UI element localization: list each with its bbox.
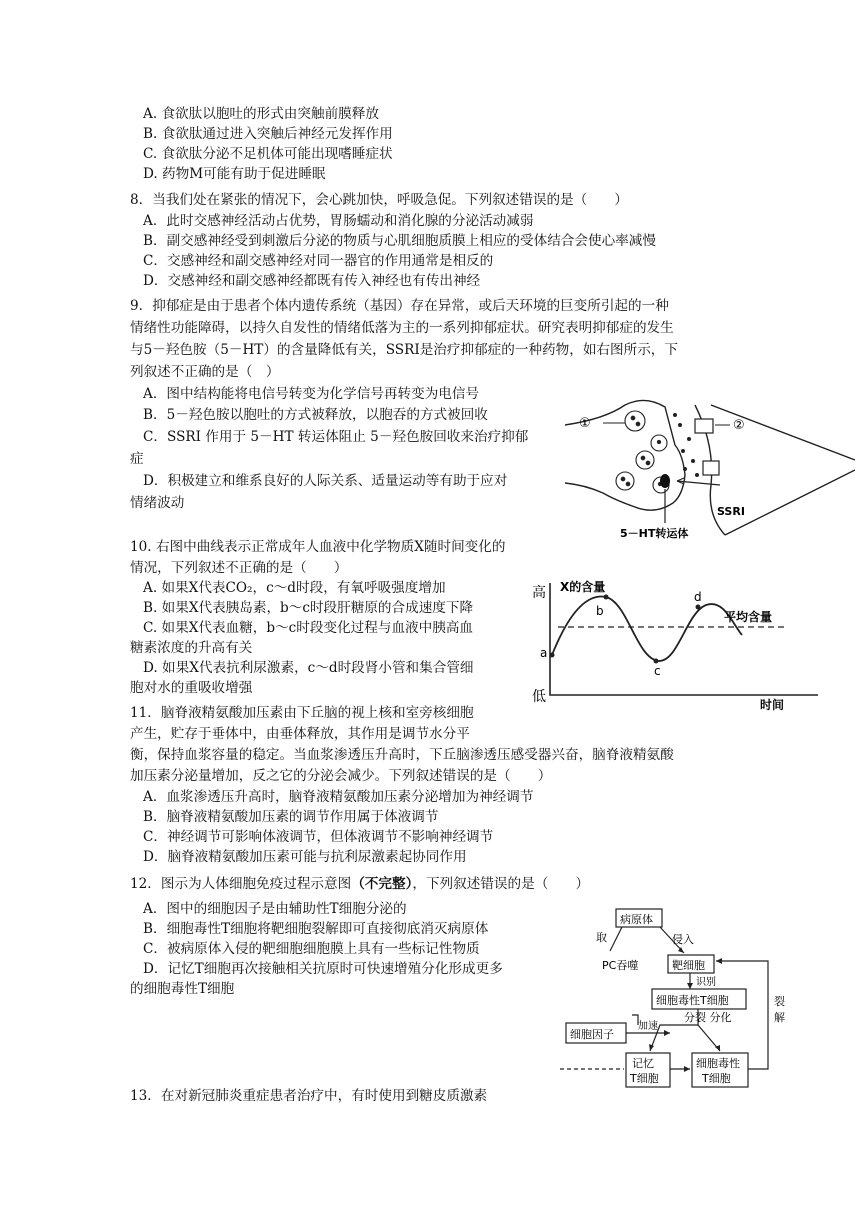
q7-option-d: D. 药物M可能有助于促进睡眠: [143, 166, 326, 182]
q9-option-d-line1: D．积极建立和维系良好的人际关系、适量运动等有助于应对: [143, 473, 508, 489]
label-ctl-new-2: T细胞: [702, 1072, 731, 1085]
label-accel: 加速: [638, 1021, 658, 1032]
x-curve: [552, 597, 742, 662]
q12-stem-emphasis: （不完整）: [351, 876, 413, 892]
label-lyse-1: 裂: [774, 995, 785, 1008]
transporter-label: 5－HT转运体: [620, 527, 689, 540]
q11-stem-line1: 11．脑脊液精氨酸加压素由下丘脑的视上核和室旁核细胞: [130, 705, 474, 721]
ssri-label: SSRI: [717, 505, 745, 518]
q10-option-a: A. 如果X代表CO₂，c～d时段，有氧呼吸强度增加: [143, 580, 446, 596]
q13-stem: 13．在对新冠肺炎重症患者治疗中，有时使用到糖皮质激素: [130, 1088, 488, 1104]
label-pc: PC吞噬: [602, 959, 639, 972]
q9-stem-line2: 情绪性功能障碍，以持久自发性的情绪低落为主的一系列抑郁症状。研究表明抑郁症的发生: [130, 320, 674, 336]
q8-stem: 8．当我们处在紧张的情况下，会心跳加快，呼吸急促。下列叙述错误的是（ ）: [130, 192, 629, 208]
q9-option-d-line2: 情绪波动: [130, 495, 185, 511]
label-memory-2: T细胞: [630, 1072, 659, 1085]
transporter-shape: [660, 474, 670, 488]
receptor-upper: [695, 419, 713, 433]
label-memory-1: 记忆: [632, 1057, 654, 1070]
q12-stem-pre: 12．图示为人体细胞免疫过程示意图: [130, 876, 352, 892]
point-b: b: [596, 604, 604, 618]
label-ctl-new-1: 细胞毒性: [696, 1057, 740, 1070]
label-cytokine: 细胞因子: [570, 1028, 614, 1041]
q9-stem-line4: 列叙述不正确的是（ ）: [130, 364, 280, 380]
q11-option-d: D．脑脊液精氨酸加压素可能与抗利尿激素起协同作用: [143, 849, 467, 865]
y-axis-label: X的含量: [560, 580, 606, 594]
q12-option-b: B．细胞毒性T细胞将靶细胞裂解即可直接彻底消灭病原体: [143, 921, 489, 937]
q7-option-c: C. 食欲肽分泌不足机体可能出现嗜睡症状: [143, 146, 393, 162]
q9-stem-line1: 9．抑郁症是由于患者个体内遗传系统（基因）存在异常，或后天环境的巨变所引起的一种: [130, 298, 669, 314]
synapse-diagram: [565, 385, 855, 545]
q12-option-c: C．被病原体入侵的靶细胞细胞膜上具有一些标记性物质: [143, 941, 480, 957]
q8-option-a: A．此时交感神经活动占优势，胃肠蠕动和消化腺的分泌活动减弱: [143, 213, 534, 229]
label-invade: 侵入: [672, 933, 694, 946]
cell-immunity-diagram: [560, 905, 810, 1095]
q12-option-d-line2: 的细胞毒性T细胞: [130, 981, 235, 997]
label-recognize: 识别: [696, 977, 716, 988]
q8-option-c: C．交感神经和副交感神经对同一器官的作用通常是相反的: [143, 253, 494, 269]
q10-stem-line2: 情况，下列叙述不正确的是（ ）: [130, 560, 348, 576]
average-label: 平均含量: [724, 610, 773, 624]
q11-option-a: A．血浆渗透压升高时，脑脊液精氨酸加压素分泌增加为神经调节: [143, 789, 534, 805]
high-label: 高: [532, 585, 546, 601]
q10-stem-line1: 10. 右图中曲线表示正常成年人血液中化学物质X随时间变化的: [130, 539, 506, 555]
label-pathogen: 病原体: [620, 913, 653, 926]
point-d: d: [694, 590, 702, 604]
label-target: 靶细胞: [672, 959, 705, 972]
q9-option-b: B．5－羟色胺以胞吐的方式被释放，以胞吞的方式被回收: [143, 407, 488, 423]
q11-option-b: B．脑脊液精氨酸加压素的调节作用属于体液调节: [143, 809, 439, 825]
q11-option-c: C．神经调节可影响体液调节，但体液调节不影响神经调节: [143, 829, 494, 845]
time-label: 时间: [760, 698, 785, 712]
q11-stem-line4: 加压素分泌量增加，反之它的分泌会减少。下列叙述错误的是（ ）: [130, 768, 552, 784]
receptor-lower: [703, 461, 719, 475]
q10-option-c-line1: C. 如果X代表血糖，b～c时段变化过程与血液中胰高血: [143, 620, 474, 636]
q9-option-c-line1: C．SSRI 作用于 5－HT 转运体阻止 5－羟色胺回收来治疗抑郁: [143, 429, 529, 445]
label-ctl: 细胞毒性T细胞: [656, 994, 729, 1007]
label-take: 取: [596, 931, 607, 944]
q10-option-d-line1: D. 如果X代表抗利尿激素，c～d时段肾小管和集合管细: [143, 660, 474, 676]
q9-option-a: A．图中结构能将电信号转变为化学信号再转变为电信号: [143, 386, 480, 402]
q8-option-b: B．副交感神经受到刺激后分泌的物质与心肌细胞质膜上相应的受体结合会使心率减慢: [143, 233, 656, 249]
label-divide: 分裂 分化: [684, 1011, 732, 1024]
q10-option-c-line2: 糖素浓度的升高有关: [130, 640, 253, 656]
q12-option-a: A．图中的细胞因子是由辅助性T细胞分泌的: [143, 901, 407, 917]
q12-stem-post: ，下列叙述错误的是（ ）: [412, 876, 590, 892]
q7-option-b: B. 食欲肽通过进入突触后神经元发挥作用: [143, 126, 393, 142]
low-label: 低: [532, 689, 546, 705]
q9-stem-line3: 与5－羟色胺（5－HT）的含量降低有关，SSRI是治疗抑郁症的一种药物，如右图所示，下: [130, 342, 678, 358]
point-a: a: [540, 646, 548, 660]
q9-option-c-line2: 症: [130, 451, 144, 467]
point-c: c: [654, 664, 661, 678]
q12-option-d-line1: D．记忆T细胞再次接触相关抗原时可快速增殖分化形成更多: [143, 961, 503, 977]
q10-option-b: B. 如果X代表胰岛素，b～c时段肝糖原的合成速度下降: [143, 600, 474, 616]
label-1: ①: [579, 416, 591, 431]
q12-stem: [130, 874, 589, 894]
label-2: ②: [733, 418, 745, 433]
x-content-curve-figure: [528, 575, 828, 715]
q11-stem-line3: 衡，保持血浆容量的稳定。当血浆渗透压升高时，下丘脑渗透压感受器兴奋，脑脊液精氨酸: [130, 747, 674, 763]
q11-stem-line2: 产生，贮存于垂体中，由垂体释放，其作用是调节水分平: [130, 726, 470, 742]
q8-option-d: D．交感神经和副交感神经都既有传入神经也有传出神经: [143, 273, 481, 289]
label-lyse-2: 解: [774, 1011, 785, 1024]
q7-option-a: A. 食欲肽以胞吐的形式由突触前膜释放: [143, 106, 379, 122]
q10-option-d-line2: 胞对水的重吸收增强: [130, 680, 253, 696]
